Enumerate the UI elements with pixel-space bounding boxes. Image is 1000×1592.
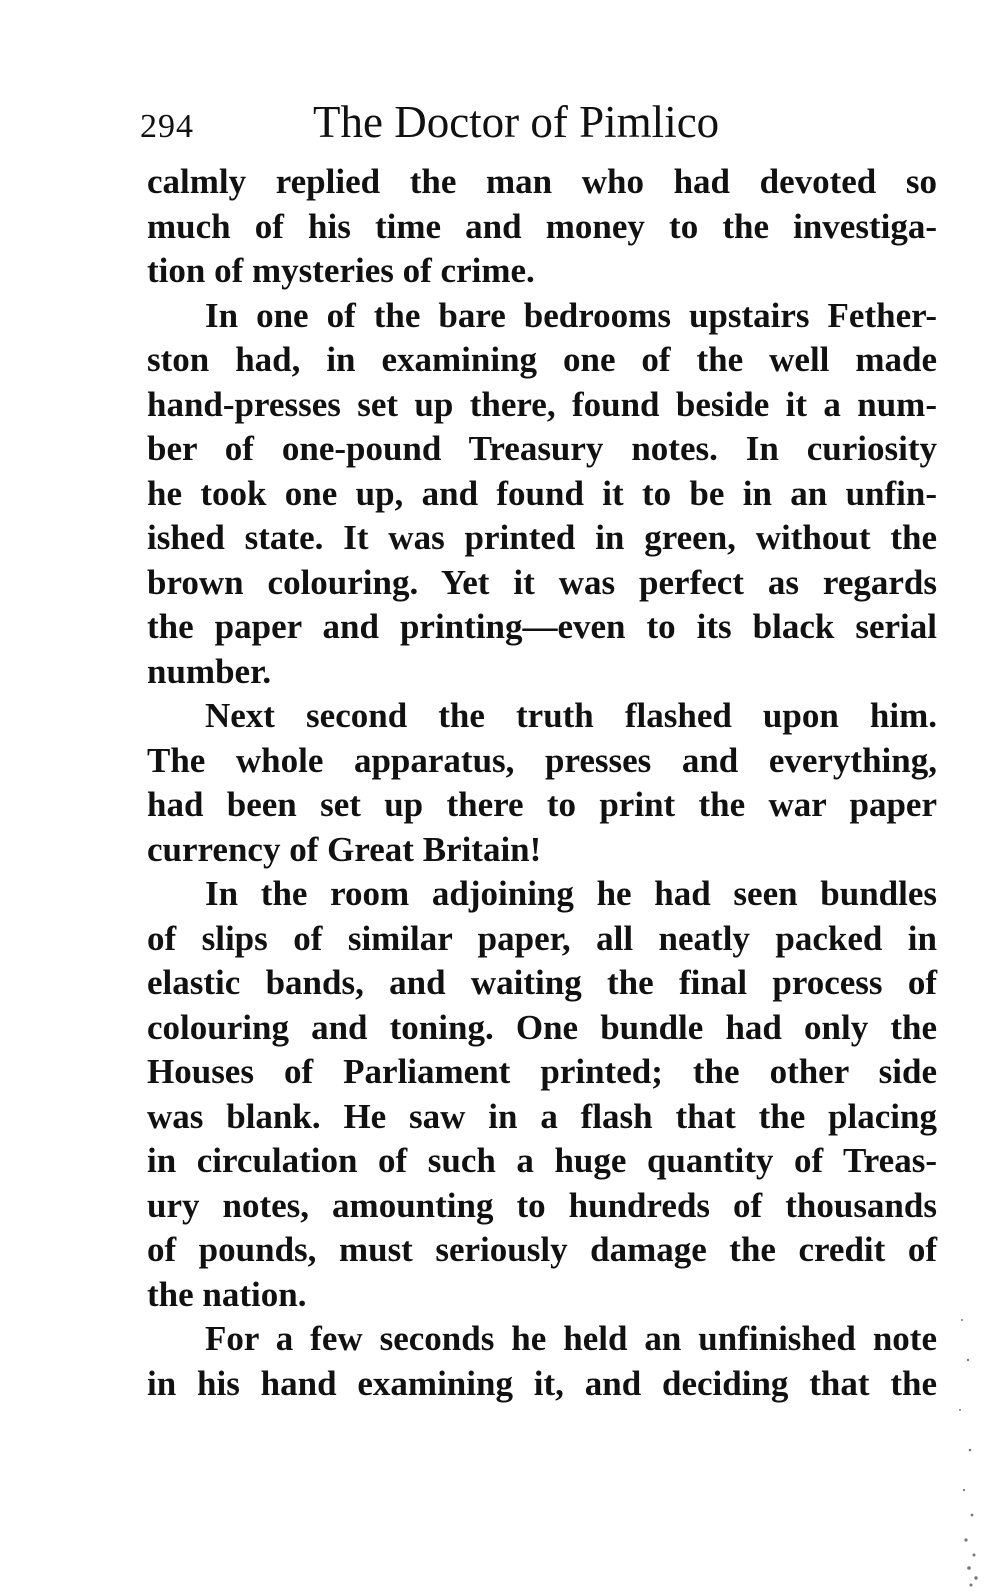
text-line: hand-presses set up there, found beside it a num- [147, 384, 937, 424]
text-line: colouring and toning. One bundle had only the [147, 1007, 937, 1047]
running-title: The Doctor of Pimlico [313, 97, 720, 147]
text-line: of pounds, must seriously damage the credit of [147, 1230, 937, 1269]
text-line: number. [147, 651, 272, 691]
text-line: currency of Great Britain! [147, 829, 542, 869]
text-line: he took one up, and found it to be in an unfin- [147, 473, 937, 513]
running-head [140, 96, 940, 156]
text-line: ber of one-pound Treasury notes. In curiosity [147, 429, 937, 468]
text-line: ston had, in examining one of the well made [147, 340, 937, 379]
text-line: was blank. He saw in a flash that the placing [147, 1096, 937, 1136]
text-line: brown colouring. Yet it was perfect as regards [147, 562, 937, 602]
text-line: much of his time and money to the investiga- [147, 206, 937, 246]
text-line: in circulation of such a huge quantity of Treas- [147, 1141, 937, 1180]
text-line: the paper and printing—even to its black serial [147, 607, 937, 646]
page-number: 294 [140, 108, 194, 145]
text-line: In one of the bare bedrooms upstairs Fether- [205, 295, 937, 335]
text-line: tion of mysteries of crime. [147, 251, 535, 290]
text-line: For a few seconds he held an unfinished note [205, 1319, 937, 1358]
scan-edge-speckle [950, 1300, 980, 1590]
text-line: in his hand examining it, and deciding that the [147, 1363, 937, 1403]
text-line: had been set up there to print the war paper [147, 785, 937, 824]
text-line: Houses of Parliament printed; the other side [147, 1052, 937, 1091]
text-line: The whole apparatus, presses and everything, [147, 740, 937, 780]
text-line: the nation. [147, 1274, 307, 1314]
text-line: ished state. It was printed in green, without the [147, 518, 937, 557]
text-line: of slips of similar paper, all neatly packed in [147, 918, 937, 958]
text-line: In the room adjoining he had seen bundles [205, 874, 937, 913]
text-line: calmly replied the man who had devoted so [147, 162, 937, 201]
text-line: ury notes, amounting to hundreds of thousands [147, 1185, 937, 1225]
text-line: elastic bands, and waiting the final process of [147, 963, 937, 1002]
text-line: Next second the truth flashed upon him. [205, 696, 937, 735]
body-text [147, 160, 937, 1406]
